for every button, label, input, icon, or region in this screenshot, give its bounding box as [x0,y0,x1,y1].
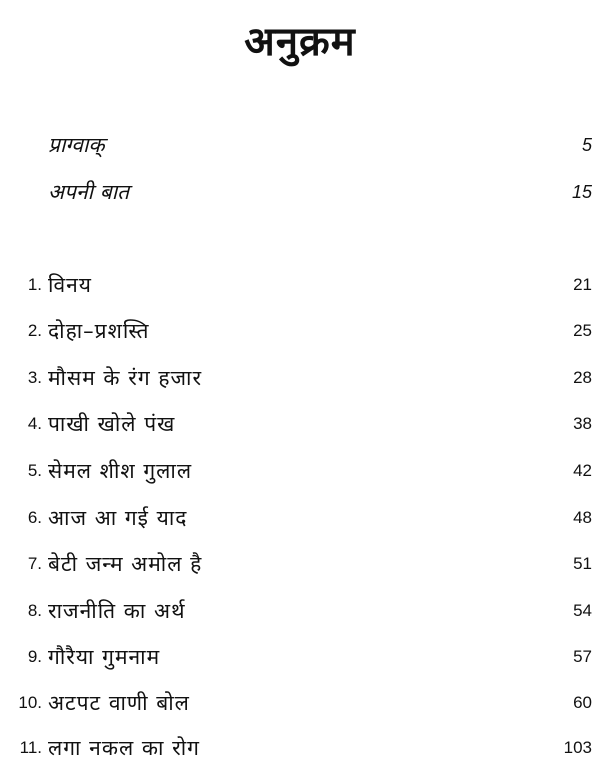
page-title: अनुक्रम [244,19,356,65]
toc-entry [0,686,600,720]
toc-entry-number: 8. [27,601,42,620]
toc-item-title: लगा नकल का रोग [48,736,200,760]
toc-entry [0,454,600,488]
toc-item-title: अटपट वाणी बोल [48,691,190,715]
toc-item-title: बेटी जन्म अमोल है [48,552,203,576]
toc-page-number: 57 [573,647,592,666]
toc-item-title: अपनी बात [48,180,130,204]
toc-entry-number: 7. [27,554,42,573]
toc-page-number: 103 [563,738,592,757]
toc-entry-number: 10. [18,693,42,712]
toc-page-number: 60 [573,693,592,712]
toc-entry [0,594,600,628]
toc-page-number: 25 [573,321,592,340]
toc-page-number: 38 [573,414,592,433]
toc-page-number: 21 [573,275,592,294]
toc-entry-number: 3. [27,368,42,387]
toc-entry [0,640,600,674]
toc-entry [0,731,600,765]
toc-item-title: प्राग्वाक् [48,133,105,157]
toc-item-title: राजनीति का अर्थ [48,599,186,623]
toc-page-number: 51 [573,554,592,573]
toc-entry-number: 11. [19,738,42,757]
toc-prelim-item [0,130,600,160]
toc-entry-number: 2. [27,321,42,340]
toc-page-number: 15 [571,182,592,202]
toc-item-title: पाखी खोले पंख [48,412,176,436]
toc-prelim-item [0,177,600,207]
toc-page-number: 5 [581,135,592,155]
toc-entry-number: 4. [27,414,42,433]
toc-item-title: मौसम के रंग हजार [48,366,203,390]
toc-item-title: आज आ गई याद [48,506,188,530]
toc-entry [0,268,600,302]
toc-entry-number: 6. [27,508,42,527]
toc-page-number: 28 [573,368,592,387]
toc-item-title: दोहा–प्रशस्ति [48,319,150,343]
toc-entry [0,314,600,348]
toc-entry [0,547,600,581]
toc-entry [0,361,600,395]
toc-entry [0,407,600,441]
toc-entry-number: 1. [27,275,42,294]
toc-item-title: विनय [48,273,92,297]
toc-entry-number: 9. [27,647,42,666]
toc-entry-number: 5. [27,461,42,480]
toc-item-title: सेमल शीश गुलाल [48,459,193,483]
toc-entry [0,501,600,535]
toc-page-number: 48 [573,508,592,527]
toc-item-title: गौरैया गुमनाम [48,645,161,669]
toc-page-number: 54 [573,601,592,620]
toc-page-number: 42 [573,461,592,480]
